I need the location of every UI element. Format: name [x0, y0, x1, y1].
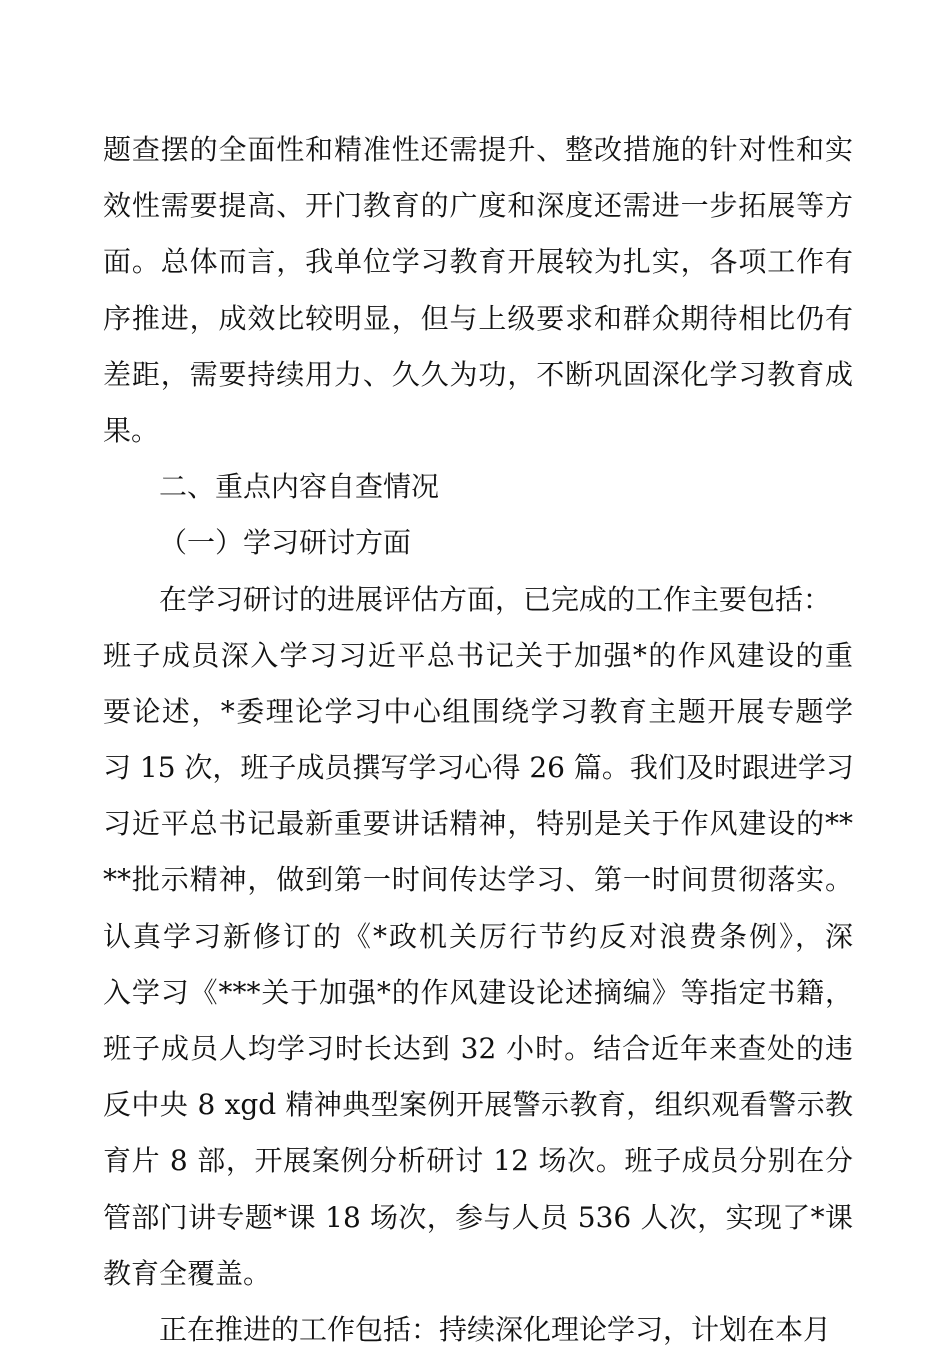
- text-line: **批示精神，做到第一时间传达学习、第一时间贯彻落实。: [103, 863, 853, 897]
- text-line: 要论述，*委理论学习中心组围绕学习教育主题开展专题学: [103, 694, 853, 728]
- text-line: 管部门讲专题*课 18 场次，参与人员 536 人次，实现了*课: [103, 1200, 853, 1234]
- text-line: 班子成员人均学习时长达到 32 小时。结合近年来查处的违: [103, 1032, 853, 1065]
- document-body: [103, 122, 853, 1358]
- text-line: 习近平总书记最新重要讲话精神，特别是关于作风建设的**: [103, 807, 853, 841]
- text-line: 果。: [103, 413, 160, 447]
- subsection-heading: （一）学习研讨方面: [159, 526, 412, 560]
- text-line: 正在推进的工作包括：持续深化理论学习，计划在本月: [159, 1312, 832, 1346]
- text-line: 差距，需要持续用力、久久为功，不断巩固深化学习教育成: [103, 357, 853, 391]
- text-line: 育片 8 部，开展案例分析研讨 12 场次。班子成员分别在分: [103, 1144, 853, 1178]
- text-line: 班子成员深入学习习近平总书记关于加强*的作风建设的重: [103, 638, 853, 672]
- text-line: 教育全覆盖。: [103, 1256, 272, 1290]
- text-line: 在学习研讨的进展评估方面，已完成的工作主要包括：: [159, 582, 832, 616]
- text-line: 序推进，成效比较明显，但与上级要求和群众期待相比仍有: [103, 301, 853, 335]
- text-line: 面。总体而言，我单位学习教育开展较为扎实，各项工作有: [103, 245, 853, 279]
- text-line: 效性需要提高、开门教育的广度和深度还需进一步拓展等方: [103, 189, 853, 223]
- text-line: 认真学习新修订的《*政机关厉行节约反对浪费条例》，深: [103, 919, 853, 953]
- text-line: 反中央 8 xgd 精神典型案例开展警示教育，组织观看警示教: [103, 1088, 853, 1122]
- text-line: 习 15 次，班子成员撰写学习心得 26 篇。我们及时跟进学习: [103, 751, 854, 785]
- text-line: 题查摆的全面性和精准性还需提升、整改措施的针对性和实: [103, 133, 853, 166]
- text-line: 入学习《***关于加强*的作风建设论述摘编》等指定书籍，: [103, 975, 853, 1009]
- section-heading: 二、重点内容自查情况: [159, 470, 440, 504]
